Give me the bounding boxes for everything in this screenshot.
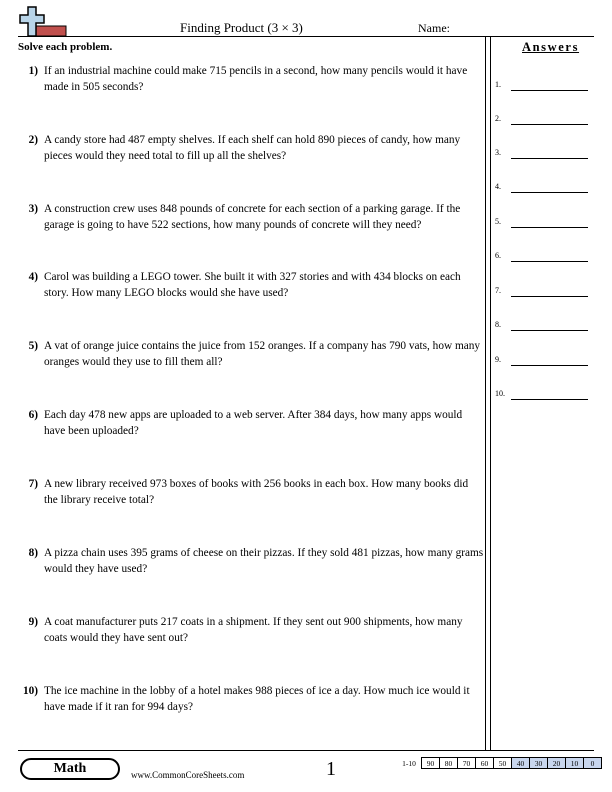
- score-table: [397, 757, 602, 769]
- problem-text: A candy store had 487 empty shelves. If each shelf can hold 890 pieces of candy, how many pieces would they need total to fill up all the shelves?: [44, 134, 461, 162]
- answer-blank[interactable]: [511, 124, 588, 125]
- answer-number: 10.: [495, 389, 505, 398]
- answer-blank[interactable]: [511, 399, 588, 400]
- answer-blank[interactable]: [511, 90, 588, 91]
- answer-blank[interactable]: [511, 330, 588, 331]
- score-cell: 40: [512, 758, 530, 769]
- answer-number: 2.: [495, 114, 501, 123]
- problem-number: 6): [28, 409, 38, 421]
- score-cell: 50: [494, 758, 512, 769]
- answer-blank[interactable]: [511, 192, 588, 193]
- answer-blank[interactable]: [511, 365, 588, 366]
- answer-row-10[interactable]: [495, 389, 595, 403]
- score-cell: 0: [584, 758, 602, 769]
- problem-text: A new library received 973 boxes of books with 256 books in each box. How many books did the library receive total?: [44, 478, 469, 506]
- answer-row-4[interactable]: [495, 182, 595, 196]
- answer-blank[interactable]: [511, 227, 588, 228]
- answer-number: 3.: [495, 148, 501, 157]
- footer-divider: [18, 750, 594, 751]
- problem-number: 4): [28, 271, 38, 283]
- score-cell: 10: [566, 758, 584, 769]
- problem-text: Carol was building a LEGO tower. She built it with 327 stories and with 434 blocks on each story. How many LEGO blocks would she have used?: [44, 271, 461, 299]
- answer-row-2[interactable]: [495, 114, 595, 128]
- answer-number: 4.: [495, 182, 501, 191]
- score-range-label: 1-10: [402, 758, 416, 768]
- answer-number: 9.: [495, 355, 501, 364]
- problem-text: A coat manufacturer puts 217 coats in a shipment. If they sent out 900 shipments, how many coats would they have sent out?: [44, 616, 463, 644]
- subject-badge: Math: [20, 758, 120, 780]
- answer-number: 6.: [495, 251, 501, 260]
- answer-row-5[interactable]: [495, 217, 595, 231]
- problem-number: 5): [28, 340, 38, 352]
- problem-text: A construction crew uses 848 pounds of concrete for each section of a parking garage. If the garage is going to have 522 sections, how many pounds of concrete will they need?: [44, 203, 461, 231]
- problem-text: Each day 478 new apps are uploaded to a web server. After 384 days, how many apps would have been uploaded?: [44, 409, 463, 437]
- site-url: www.CommonCoreSheets.com: [131, 770, 245, 780]
- answer-blank[interactable]: [511, 158, 588, 159]
- answer-row-3[interactable]: [495, 148, 595, 162]
- problem-number: 7): [28, 478, 38, 490]
- score-cell: 60: [476, 758, 494, 769]
- answer-row-7[interactable]: [495, 286, 595, 300]
- answer-row-8[interactable]: [495, 320, 595, 334]
- answer-blank[interactable]: [511, 261, 588, 262]
- score-cell: 90: [422, 758, 440, 769]
- name-label: Name:: [418, 21, 450, 35]
- answer-number: 7.: [495, 286, 501, 295]
- answer-blank[interactable]: [511, 296, 588, 297]
- answers-title: Answers: [522, 40, 580, 54]
- problem-number: 8): [28, 547, 38, 559]
- answer-number: 8.: [495, 320, 501, 329]
- answer-row-9[interactable]: [495, 355, 595, 369]
- problem-number: 10): [22, 685, 38, 697]
- problem-number: 2): [28, 134, 38, 146]
- problem-number: 9): [28, 616, 38, 628]
- problem-text: The ice machine in the lobby of a hotel makes 988 pieces of ice a day. How much ice would it have made if it ran for 994 days?: [44, 685, 470, 713]
- header-divider: [18, 36, 594, 37]
- problem-number: 1): [28, 65, 38, 77]
- column-divider: [490, 37, 491, 750]
- answer-number: 5.: [495, 217, 501, 226]
- problem-text: A pizza chain uses 395 grams of cheese on their pizzas. If they sold 481 pizzas, how many grams would they have used?: [44, 547, 484, 575]
- page-number: 1: [326, 758, 336, 780]
- problem-text: If an industrial machine could make 715 pencils in a second, how many pencils would it have made in 505 seconds?: [44, 65, 468, 93]
- worksheet-title: Finding Product (3 × 3): [180, 20, 303, 35]
- plus-sign-logo-icon: [18, 6, 68, 38]
- score-cell: 30: [530, 758, 548, 769]
- problem-text: A vat of orange juice contains the juice from 152 oranges. If a company has 790 vats, how many oranges would they use to fill them all?: [44, 340, 481, 368]
- answer-row-1[interactable]: [495, 80, 595, 94]
- score-cell: 80: [440, 758, 458, 769]
- score-cell: 20: [548, 758, 566, 769]
- problem-number: 3): [28, 203, 38, 215]
- score-cell: 70: [458, 758, 476, 769]
- answer-number: 1.: [495, 80, 501, 89]
- instructions: Solve each problem.: [18, 41, 113, 53]
- answer-row-6[interactable]: [495, 251, 595, 265]
- column-divider: [485, 37, 486, 750]
